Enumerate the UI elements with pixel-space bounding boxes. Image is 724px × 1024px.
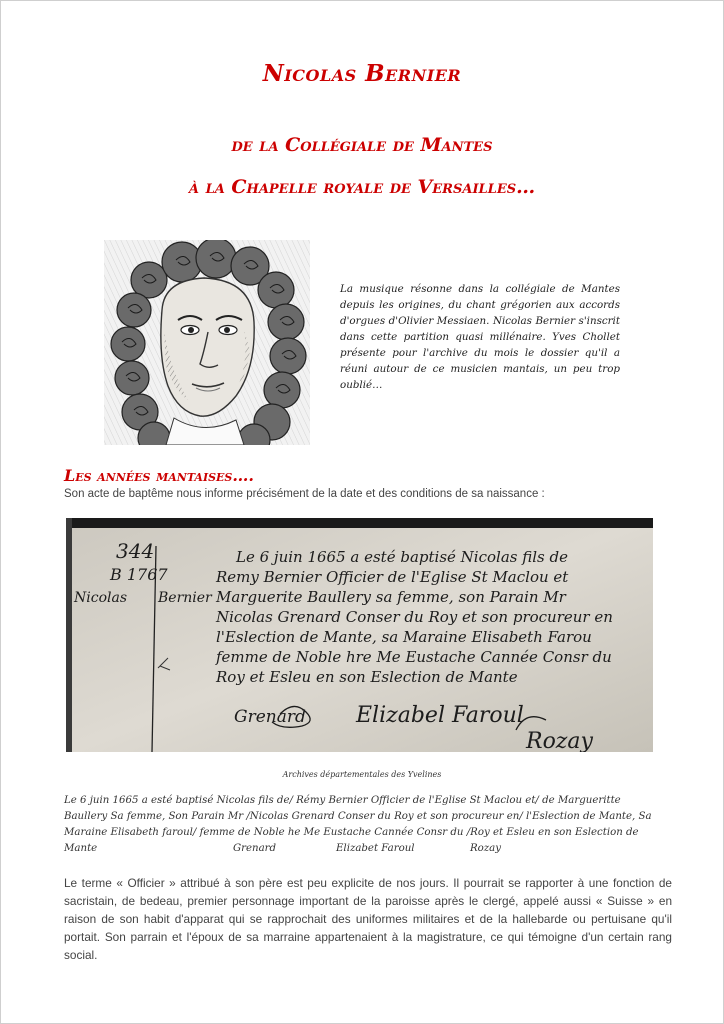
- manuscript-margin-surname: Bernier: [158, 590, 212, 606]
- transcription-signature-2: Elizabet Faroul: [336, 843, 415, 854]
- manuscript-signature-3: Rozay: [526, 729, 593, 752]
- manuscript-signature-2: Elizabel Faroul: [356, 703, 524, 728]
- intro-paragraph: La musique résonne dans la collégiale de Mantes depuis les origines, du chant grégorien aux accords d'orgues d'Olivier Messiaen. Nicolas Bernier s'inscrit dans cette partition quasi millénaire. Yves Chollet présente pour l'archive du mois le dossier qu'il a réuni autour de ce musicien mantais, un peu trop oublié…: [340, 283, 620, 391]
- transcription-signature-1: Grenard: [233, 843, 277, 854]
- manuscript-line-3: Marguerite Baullery sa femme, son Parain Mr: [216, 588, 566, 606]
- manuscript-line-2: Remy Bernier Officier de l'Eglise St Maclou et: [216, 568, 569, 586]
- transcription-signatures: [0, 843, 724, 859]
- record-transcription: Le 6 juin 1665 a esté baptisé Nicolas fils de/ Rémy Bernier Officier de l'Eglise St Maclou et/ de Margueritte Baullery Sa femme, Son Parain Mr /Nicolas Grenard Conser du Roy et son procureur en/ l'Eslection de Mante, Sa Maraine Elisabeth faroul/ femme de Noble he Me Eustache Cannée Consr du /Roy et Esleu en son Eslection de Mante: [64, 795, 652, 854]
- baptism-record-scan: [66, 518, 653, 752]
- body-paragraph: Le terme « Officier » attribué à son père est peu explicite de nos jours. Il pourrait se rapporter à une fonction de sacristain, de bedeau, premier personnage important de la paroisse après le clergé, appelé aussi « Suisse » en raison de son habit d'apparat qui se rapprochait des uniformes militaires et de la hallebarde ou pertuisane qu'il portait. Son parrain et l'époux de sa marraine appartenaient à la magistrature, ce qui témoigne d'un certain rang social.: [64, 876, 672, 962]
- manuscript-line-5: l'Eslection de Mante, sa Maraine Elisabeth Farou: [216, 628, 592, 646]
- manuscript-signature-1: Grenard: [234, 707, 306, 727]
- subtitle-line-2: à la Chapelle royale de Versailles…: [188, 176, 536, 198]
- manuscript-line-7: Roy et Esleu en son Eslection de Mante: [216, 668, 518, 686]
- manuscript-margin-number: 344: [116, 539, 155, 563]
- transcription-signature-3: Rozay: [470, 843, 502, 854]
- image-caption: Archives départementales des Yvelines: [282, 770, 442, 779]
- section-lead: Son acte de baptême nous informe précisément de la date et des conditions de sa naissance :: [64, 488, 545, 500]
- portrait-engraving: [104, 240, 310, 445]
- section-heading: Les années mantaises….: [64, 466, 254, 485]
- manuscript-line-4: Nicolas Grenard Conser du Roy et son procureur en: [216, 608, 613, 626]
- manuscript-margin-ref: B 1767: [110, 565, 168, 584]
- subtitle-line-1: de la Collégiale de Mantes: [231, 134, 493, 156]
- page-title: Nicolas Bernier: [262, 60, 462, 87]
- manuscript-margin-name: Nicolas: [74, 590, 128, 606]
- manuscript-line-1: Le 6 juin 1665 a esté baptisé Nicolas fils de: [236, 548, 568, 566]
- manuscript-line-6: femme de Noble hre Me Eustache Cannée Consr du: [216, 648, 612, 666]
